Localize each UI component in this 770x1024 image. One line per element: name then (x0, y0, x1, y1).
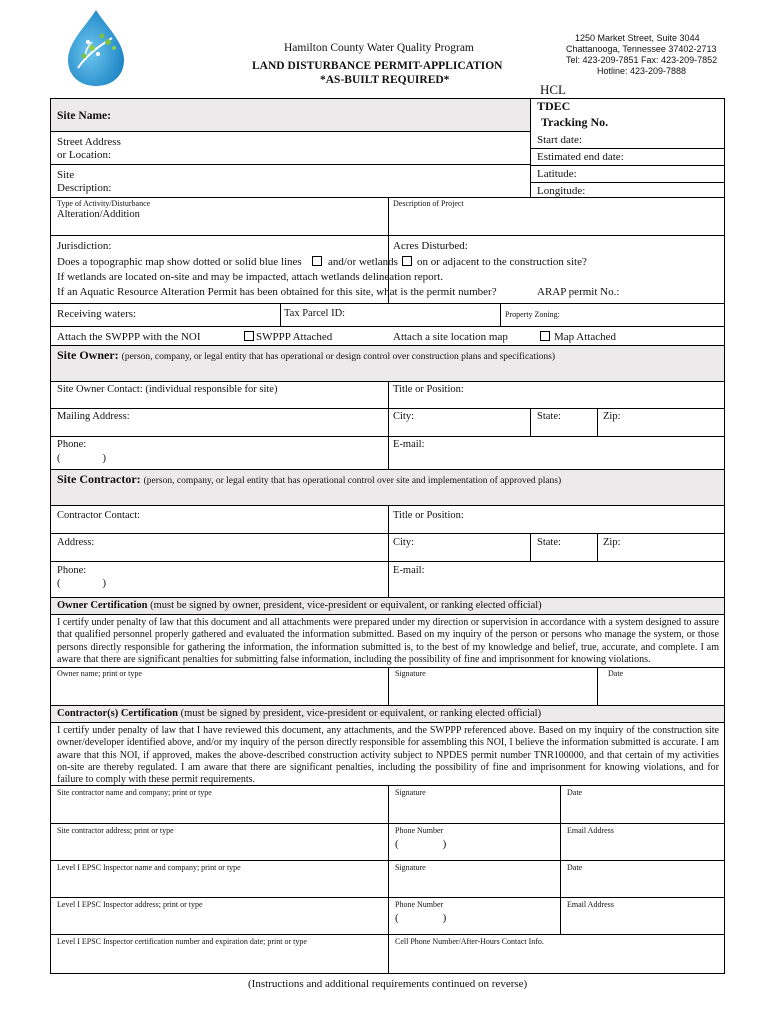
epsc-inspector-email-label: Email Address (567, 900, 614, 909)
street-address-label: Street Address (57, 136, 121, 148)
contractor-cert-heading (57, 708, 541, 719)
epsc-inspector-phone-paren: ( ) (395, 912, 447, 924)
jurisdiction-label: Jurisdiction: (57, 240, 112, 252)
owner-cert-heading (57, 600, 542, 611)
owner-heading (57, 348, 555, 363)
contractor-phone-paren: ( ) (57, 578, 106, 589)
longitude-label: Longitude: (537, 185, 586, 197)
contractor-email-label: E-mail: (393, 565, 425, 576)
owner-heading-note: (person, company, or legal entity that has operational or design control over construction plans and specifications) (121, 352, 556, 362)
site-contractor-date-label: Date (567, 788, 583, 797)
end-date-label: Estimated end date: (537, 151, 624, 163)
tax-parcel-label: Tax Parcel ID: (284, 308, 346, 319)
epsc-inspector-name-label: Level I EPSC Inspector name and company; print or type (57, 863, 241, 872)
contractor-heading-note: (person, company, or legal entity that has operational control over site and implementation of approved plans) (143, 476, 562, 486)
owner-date-label: Date (608, 669, 624, 678)
activity-type-label: Type of Activity/Disturbance (57, 199, 151, 208)
form-title: LAND DISTURBANCE PERMIT-APPLICATION (252, 60, 503, 72)
water-drop-logo (62, 8, 130, 88)
office-phone: Tel: 423-209-7851 Fax: 423-209-7852 (566, 55, 718, 65)
activity-type-value: Alteration/Addition (57, 209, 140, 220)
owner-state-label: State: (537, 411, 561, 422)
swppp-attached-label: SWPPP Attached (256, 331, 333, 343)
blue-lines-checkbox[interactable] (312, 256, 322, 266)
site-contractor-phone-paren: ( ) (395, 838, 447, 850)
owner-contact-label: Site Owner Contact: (individual responsible for site) (57, 384, 278, 395)
hcl-label: HCL (540, 82, 566, 97)
epsc-inspector-phone-label: Phone Number (395, 900, 444, 909)
owner-cert-title: Owner Certification (57, 600, 148, 611)
site-contractor-email-label: Email Address (567, 826, 614, 835)
owner-email-label: E-mail: (393, 439, 425, 450)
tdec-label: TDEC (537, 99, 571, 113)
contractor-title-label: Title or Position: (393, 510, 464, 521)
contractor-contact-label: Contractor Contact: (57, 510, 141, 521)
program-name: Hamilton County Water Quality Program (284, 42, 474, 54)
location-label: or Location: (57, 149, 112, 161)
owner-name-label: Owner name; print or type (57, 669, 142, 678)
site-name-band (51, 99, 531, 131)
cell-phone-label: Cell Phone Number/After-Hours Contact Info. (395, 937, 544, 946)
contractor-cert-text: I certify under penalty of law that I have reviewed this document, any attachments, and the SWPPP referenced above. Based on my inquiry of the construction site owner/developer identified above, and/or my inquiry of the person directly responsible for assembling this NOI, I believe the information submitted is accurate. I am aware that this NOI, if approved, makes the above-described construction activity subject to NPDES permit number TNR100000, and that certain of my activities on-site are thereby regulated. I am aware that there are significant penalties, including the possibility of fine and imprisonment for knowing violations, and for failure to comply with these permit requirements. (57, 725, 719, 786)
site-name-label: Site Name: (57, 110, 111, 122)
contractor-heading-title: Site Contractor: (57, 472, 141, 486)
owner-cert-note: (must be signed by owner, president, vice-president or equivalent, or ranking elected official) (150, 600, 542, 611)
topo-question-a: Does a topographic map show dotted or solid blue lines (57, 256, 302, 268)
map-attached-checkbox[interactable] (540, 331, 550, 341)
wetlands-checkbox[interactable] (402, 256, 412, 266)
topo-question-c: on or adjacent to the construction site? (417, 256, 587, 268)
site-contractor-phone-label: Phone Number (395, 826, 444, 835)
latitude-label: Latitude: (537, 168, 577, 180)
map-attach-label: Attach a site location map (393, 331, 508, 343)
site-contractor-name-label: Site contractor name and company; print or type (57, 788, 212, 797)
receiving-waters-label: Receiving waters: (57, 308, 137, 320)
swppp-attached-checkbox[interactable] (244, 331, 254, 341)
map-attached-label: Map Attached (554, 331, 617, 343)
owner-mailing-label: Mailing Address: (57, 411, 130, 422)
contractor-heading (57, 472, 561, 487)
owner-phone-paren: ( ) (57, 453, 106, 464)
contractor-cert-note: (must be signed by president, vice-president or equivalent, or ranking elected official) (180, 708, 542, 719)
contractor-cert-title: Contractor(s) Certification (57, 708, 178, 719)
topo-question-b: and/or wetlands (328, 256, 398, 268)
epsc-inspector-address-label: Level I EPSC Inspector address; print or type (57, 900, 203, 909)
swppp-attach-label: Attach the SWPPP with the NOI (57, 331, 201, 343)
office-hotline: Hotline: 423-209-7888 (597, 66, 687, 76)
owner-cert-text: I certify under penalty of law that this document and all attachments were prepared under my direction or supervision in accordance with a system designed to assure that qualified personnel properly gathered and evaluated the information submitted. Based on my inquiry of the person or persons who manage the system, or those persons directly responsible for gathering the information, the information submitted is, to the best of my knowledge and belief, true, accurate, and complete. I am aware that there are significant penalties for submitting false information, including the possibility of fine and imprisonment for knowing violations. (57, 617, 719, 665)
epsc-certification-label: Level I EPSC Inspector certification number and expiration date; print or type (57, 937, 307, 946)
site-contractor-address-label: Site contractor address; print or type (57, 826, 174, 835)
property-zoning-label: Property Zoning: (505, 310, 560, 319)
tracking-label: Tracking No. (541, 115, 609, 129)
owner-zip-label: Zip: (603, 411, 621, 422)
acres-disturbed-label: Acres Disturbed: (393, 240, 468, 252)
epsc-inspector-date-label: Date (567, 863, 583, 872)
owner-title-label: Title or Position: (393, 384, 464, 395)
site-description-label: Description: (57, 182, 112, 194)
arap-question: If an Aquatic Resource Alteration Permit has been obtained for this site, what is the permit number? (57, 286, 497, 298)
form-subtitle: *AS-BUILT REQUIRED* (320, 74, 450, 86)
epsc-inspector-signature-label: Signature (395, 863, 426, 872)
office-address-1: 1250 Market Street, Suite 3044 (575, 33, 700, 43)
site-label: Site (57, 169, 75, 181)
arap-permit-label: ARAP permit No.: (537, 286, 620, 298)
site-contractor-signature-label: Signature (395, 788, 426, 797)
contractor-state-label: State: (537, 537, 561, 548)
contractor-phone-label: Phone: (57, 565, 87, 576)
contractor-zip-label: Zip: (603, 537, 621, 548)
start-date-label: Start date: (537, 134, 582, 146)
owner-signature-label: Signature (395, 669, 426, 678)
owner-heading-title: Site Owner: (57, 348, 119, 362)
owner-city-label: City: (393, 411, 415, 422)
contractor-city-label: City: (393, 537, 415, 548)
office-address-2: Chattanooga, Tennessee 37402-2713 (566, 44, 717, 54)
footer-note: (Instructions and additional requirements continued on reverse) (248, 978, 528, 990)
wetlands-note: If wetlands are located on-site and may be impacted, attach wetlands delineation report. (57, 271, 444, 283)
contractor-address-label: Address: (57, 537, 95, 548)
project-description-label: Description of Project (393, 199, 464, 208)
owner-phone-label: Phone: (57, 439, 87, 450)
